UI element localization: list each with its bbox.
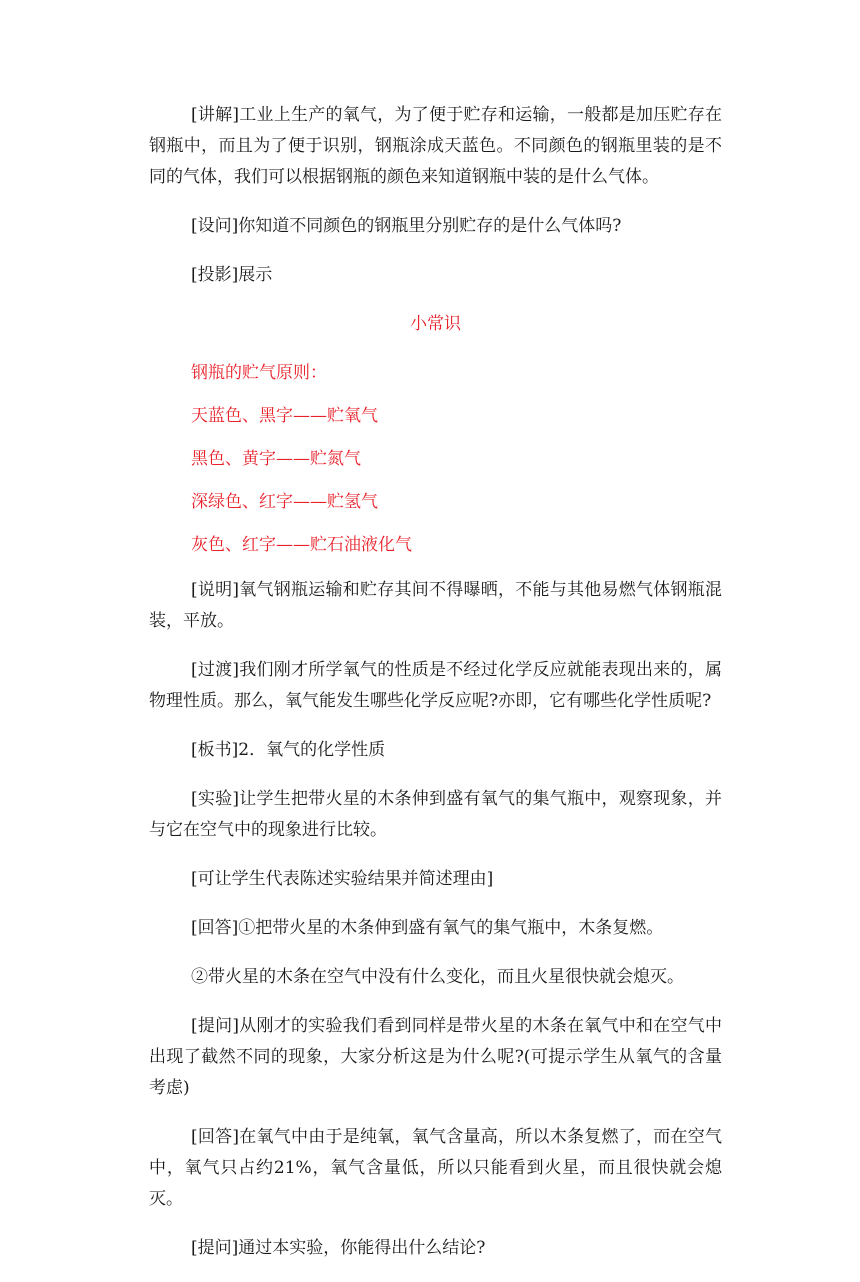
paragraph-projection: [投影]展示 [191, 265, 273, 285]
document-body [149, 100, 722, 1282]
tip-box [149, 309, 722, 561]
paragraph-answer-1: [回答]①把带火星的木条伸到盛有氧气的集气瓶中，木条复燃。 [191, 918, 664, 938]
paragraph-experiment: [实验]让学生把带火星的木条伸到盛有氧气的集气瓶中，观察现象，并与它在空气中的现象进行比较。 [149, 789, 722, 840]
paragraph-explanation: [讲解]工业上生产的氧气，为了便于贮存和运输，一般都是加压贮存在钢瓶中，而且为了便于识别，钢瓶涂成天蓝色。不同颜色的钢瓶里装的是不同的气体，我们可以根据钢瓶的颜色来知道钢瓶中装的是什么气体。 [149, 105, 722, 187]
paragraph-board: [板书]2．氧气的化学性质 [191, 740, 386, 760]
tip-line-oxygen: 天蓝色、黑字——贮氧气 [191, 406, 378, 426]
tip-line-lpg: 灰色、红字——贮石油液化气 [191, 535, 412, 555]
paragraph-answer-3: [回答]在氧气中由于是纯氧，氧气含量高，所以木条复燃了，而在空气中，氧气只占约21%，氧气含量低，所以只能看到火星，而且很快就会熄灭。 [149, 1127, 722, 1209]
paragraph-question-2: [提问]从刚才的实验我们看到同样是带火星的木条在氧气中和在空气中出现了截然不同的现象，大家分析这是为什么呢?(可提示学生从氧气的含量考虑) [149, 1016, 722, 1098]
paragraph-student-report: [可让学生代表陈述实验结果并简述理由] [191, 869, 494, 889]
tip-line-nitrogen: 黑色、黄字——贮氮气 [191, 449, 361, 469]
paragraph-question: [设问]你知道不同颜色的钢瓶里分别贮存的是什么气体吗? [191, 216, 622, 236]
tip-line-hydrogen: 深绿色、红字——贮氢气 [191, 492, 378, 512]
tip-title: 小常识 [410, 314, 461, 334]
paragraph-transition: [过渡]我们刚才所学氧气的性质是不经过化学反应就能表现出来的，属物理性质。那么，氧气能发生哪些化学反应呢?亦即，它有哪些化学性质呢? [149, 660, 722, 711]
tip-line-principle: 钢瓶的贮气原则： [191, 363, 327, 383]
paragraph-answer-2: ②带火星的木条在空气中没有什么变化，而且火星很快就会熄灭。 [191, 967, 684, 987]
paragraph-note: [说明]氧气钢瓶运输和贮存其间不得曝晒，不能与其他易燃气体钢瓶混装，平放。 [149, 580, 722, 631]
paragraph-question-3: [提问]通过本实验，你能得出什么结论? [191, 1238, 486, 1258]
